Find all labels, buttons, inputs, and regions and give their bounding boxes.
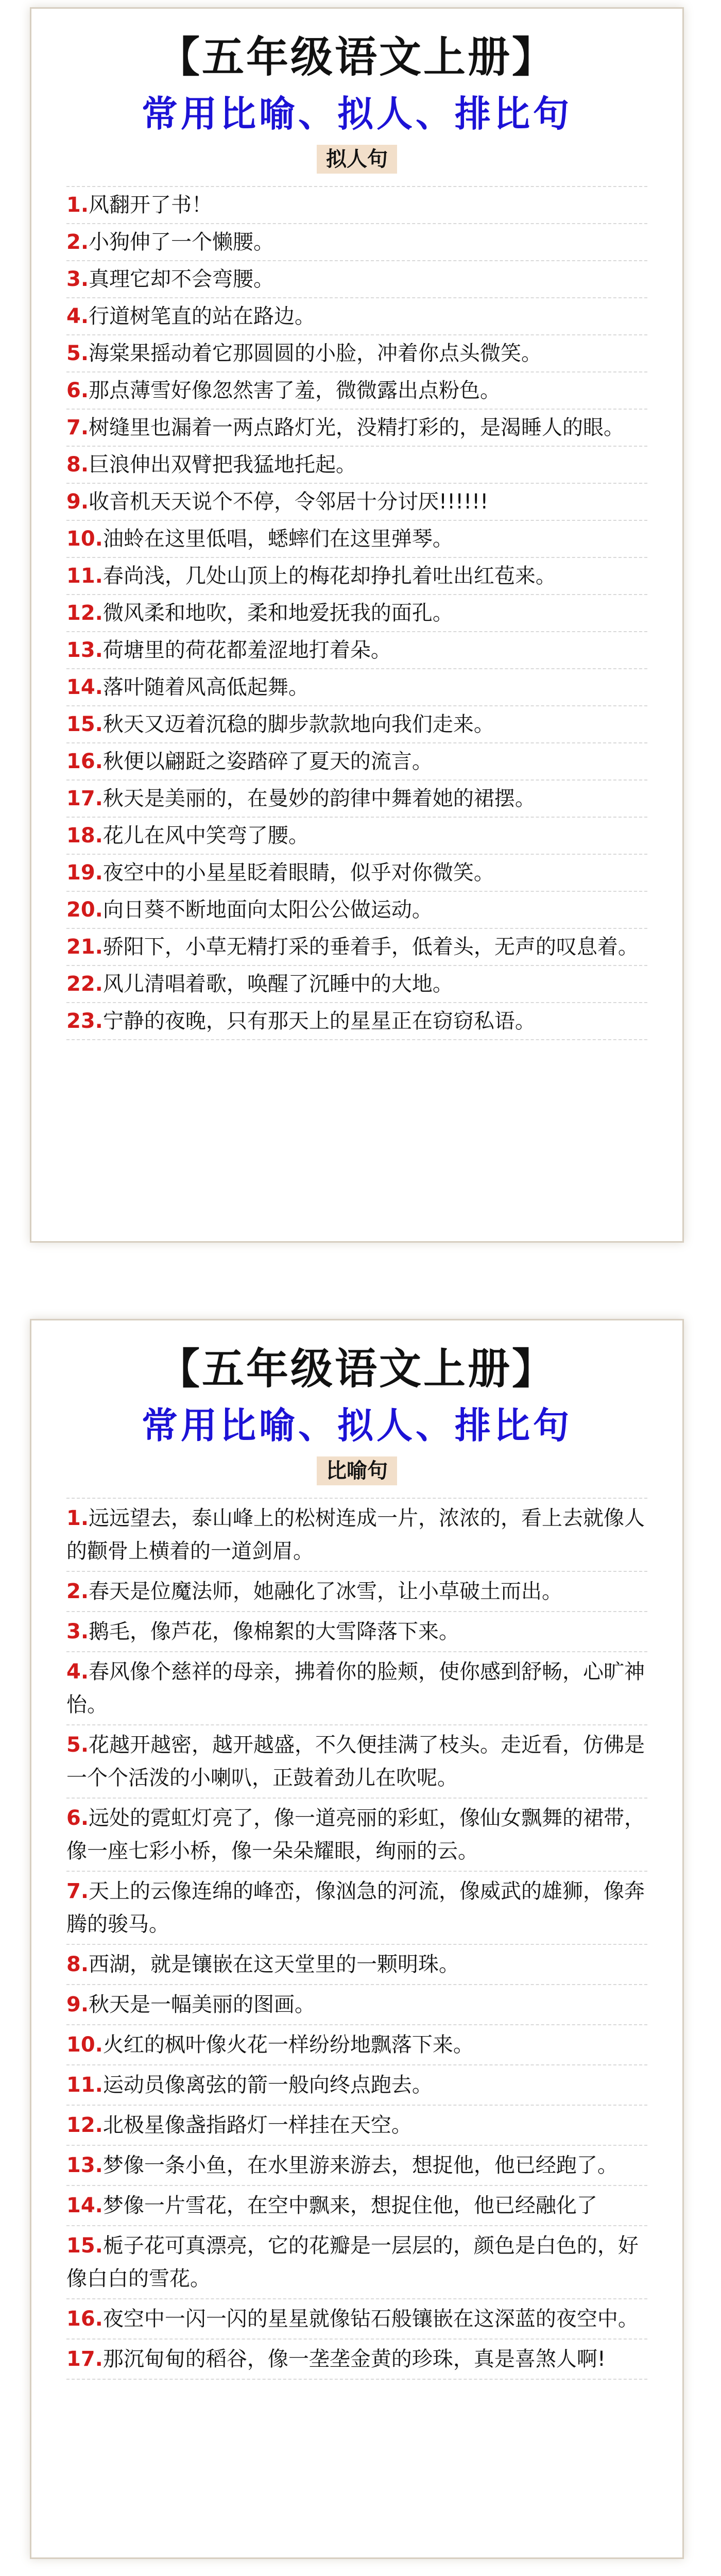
item-text: 那点薄雪好像忽然害了羞，微微露出点粉色。 [89,379,501,402]
item-text: 夜空中一闪一闪的星星就像钻石般镶嵌在这深蓝的夜空中。 [102,2307,639,2331]
item-text: 落叶随着风高低起舞。 [102,675,309,699]
item-text: 海棠果摇动着它那圆圆的小脸，冲着你点头微笑。 [89,342,542,365]
item-text: 风儿清唱着歌，唤醒了沉睡中的大地。 [102,972,453,996]
section-subtitle: 常用比喻、拟人、排比句 [142,1404,572,1447]
item-text: 运动员像离弦的箭一般向终点跑去。 [102,2073,433,2097]
item-number: 16. [66,750,103,773]
list-item [66,706,647,743]
item-text: 小狗伸了一个懒腰。 [89,230,274,254]
list-item [66,929,647,966]
list-item [66,224,647,261]
item-text: 天上的云像连绵的峰峦，像汹急的河流，像威武的雄狮，像奔腾的骏马。 [66,1879,645,1936]
item-number: 1. [66,193,89,217]
item-text: 骄阳下，小草无精打采的垂着手，低着头，无声的叹息着。 [102,935,639,959]
section-tag: 拟人句 [317,145,397,174]
list-item [66,261,647,298]
list-item [66,447,647,484]
list-item [66,1499,647,1572]
list-item [66,2146,647,2186]
list-item [66,2226,647,2299]
list-item [66,1725,647,1799]
item-number: 8. [66,1953,89,1976]
item-number: 4. [66,1660,89,1684]
sentence-list [66,1498,647,2380]
item-number: 8. [66,453,89,477]
item-number: 15. [66,2234,103,2258]
item-text: 梦像一片雪花，在空中飘来，想捉住他，他已经融化了 [102,2194,597,2217]
item-number: 22. [66,972,103,996]
list-item [66,855,647,892]
list-item [66,372,647,410]
item-text: 宁静的夜晚，只有那天上的星星正在窃窃私语。 [102,1009,536,1033]
item-text: 秋天是美丽的，在曼妙的韵律中舞着她的裙摆。 [102,787,536,810]
sentence-list [66,186,647,1040]
item-text: 栀子花可真漂亮，它的花瓣是一层层的，颜色是白色的，好像白白的雪花。 [66,2234,639,2291]
item-text: 梦像一条小鱼，在水里游来游去，想捉他，他已经跑了。 [102,2154,618,2177]
list-item [66,669,647,706]
item-number: 19. [66,861,103,885]
item-number: 18. [66,824,103,848]
item-number: 10. [66,527,103,551]
item-text: 行道树笔直的站在路边。 [89,304,316,328]
item-number: 3. [66,267,89,291]
list-item [66,558,647,595]
item-text: 树缝里也漏着一两点路灯光，没精打彩的，是渴睡人的眼。 [89,416,625,439]
item-number: 13. [66,638,103,662]
item-text: 鹅毛，像芦花，像棉絮的大雪降落下来。 [89,1620,460,1643]
list-item [66,1985,647,2025]
item-text: 春尚浅，几处山顶上的梅花却挣扎着吐出红苞来。 [102,564,556,588]
list-item [66,743,647,781]
section-card-personification [30,7,684,1243]
section-subtitle: 常用比喻、拟人、排比句 [142,92,572,135]
list-item [66,484,647,521]
list-item [66,1799,647,1872]
list-item [66,2025,647,2065]
item-number: 11. [66,564,103,588]
list-item [66,966,647,1003]
list-item [66,521,647,558]
item-number: 7. [66,1879,89,1903]
list-item [66,595,647,632]
item-text: 秋便以翩跹之姿踏碎了夏天的流言。 [102,750,433,773]
item-number: 3. [66,1620,89,1643]
item-text: 火红的枫叶像火花一样纷纷地飘落下来。 [102,2033,474,2057]
item-number: 5. [66,1733,89,1757]
section-card-metaphor [30,1319,684,2559]
item-text: 微风柔和地吹，柔和地爱抚我的面孔。 [102,601,453,625]
item-text: 巨浪伸出双臂把我猛地托起。 [89,453,357,477]
section-tag: 比喻句 [317,1456,397,1485]
item-text: 风翻开了书！ [89,193,213,217]
item-number: 13. [66,2154,103,2177]
list-item [66,335,647,372]
item-number: 17. [66,2347,103,2371]
list-item [66,892,647,929]
item-text: 花越开越密，越开越盛，不久便挂满了枝头。走近看，仿佛是一个个活泼的小喇叭，正鼓着劲儿在吹呢。 [66,1733,645,1790]
list-item [66,1652,647,1725]
list-item [66,2186,647,2226]
list-item [66,1003,647,1040]
item-text: 花儿在风中笑弯了腰。 [102,824,309,848]
item-number: 6. [66,379,89,402]
item-number: 21. [66,935,103,959]
item-number: 14. [66,2194,103,2217]
item-text: 油蛉在这里低唱，蟋蟀们在这里弹琴。 [102,527,453,551]
list-item [66,2065,647,2106]
list-item [66,1872,647,1945]
item-number: 4. [66,304,89,328]
item-text: 秋天又迈着沉稳的脚步款款地向我们走来。 [102,713,494,736]
list-item [66,298,647,335]
item-text: 远处的霓虹灯亮了，像一道亮丽的彩虹，像仙女飘舞的裙带，像一座七彩小桥，像一朵朵耀眼，绚丽的云。 [66,1806,645,1863]
item-text: 那沉甸甸的稻谷，像一垄垄金黄的珍珠，真是喜煞人啊! [102,2347,606,2371]
item-number: 9. [66,1993,89,2016]
item-number: 10. [66,2033,103,2057]
item-number: 2. [66,230,89,254]
item-number: 7. [66,416,89,439]
item-number: 12. [66,2113,103,2137]
item-text: 收音机天天说个不停，令邻居十分讨厌!!!!!! [89,490,489,514]
list-item [66,781,647,818]
item-number: 23. [66,1009,103,1033]
item-text: 荷塘里的荷花都羞涩地打着朵。 [102,638,391,662]
item-text: 北极星像盏指路灯一样挂在天空。 [102,2113,412,2137]
item-text: 秋天是一幅美丽的图画。 [89,1993,316,2016]
list-item [66,2299,647,2340]
list-item [66,632,647,669]
item-number: 2. [66,1580,89,1603]
list-item [66,2340,647,2380]
list-item [66,1945,647,1985]
item-number: 16. [66,2307,103,2331]
item-text: 真理它却不会弯腰。 [89,267,274,291]
list-item [66,1612,647,1652]
list-item [66,410,647,447]
section-title: 【五年级语文上册】 [157,33,556,82]
item-text: 春风像个慈祥的母亲，拂着你的脸颊，使你感到舒畅，心旷神怡。 [66,1660,645,1717]
list-item [66,818,647,855]
item-text: 春天是位魔法师，她融化了冰雪，让小草破土而出。 [89,1580,563,1603]
item-number: 20. [66,898,103,922]
item-text: 远远望去，泰山峰上的松树连成一片，浓浓的，看上去就像人的颧骨上横着的一道剑眉。 [66,1506,645,1563]
item-number: 14. [66,675,103,699]
item-text: 向日葵不断地面向太阳公公做运动。 [102,898,433,922]
list-item [66,2106,647,2146]
item-number: 17. [66,787,103,810]
item-number: 1. [66,1506,89,1530]
section-title: 【五年级语文上册】 [157,1345,556,1394]
item-number: 12. [66,601,103,625]
list-item [66,1572,647,1612]
item-text: 西湖，就是镶嵌在这天堂里的一颗明珠。 [89,1953,460,1976]
item-number: 6. [66,1806,89,1830]
item-number: 5. [66,342,89,365]
list-item [66,187,647,224]
item-number: 15. [66,713,103,736]
item-number: 11. [66,2073,103,2097]
item-text: 夜空中的小星星眨着眼睛，似乎对你微笑。 [102,861,494,885]
item-number: 9. [66,490,89,514]
